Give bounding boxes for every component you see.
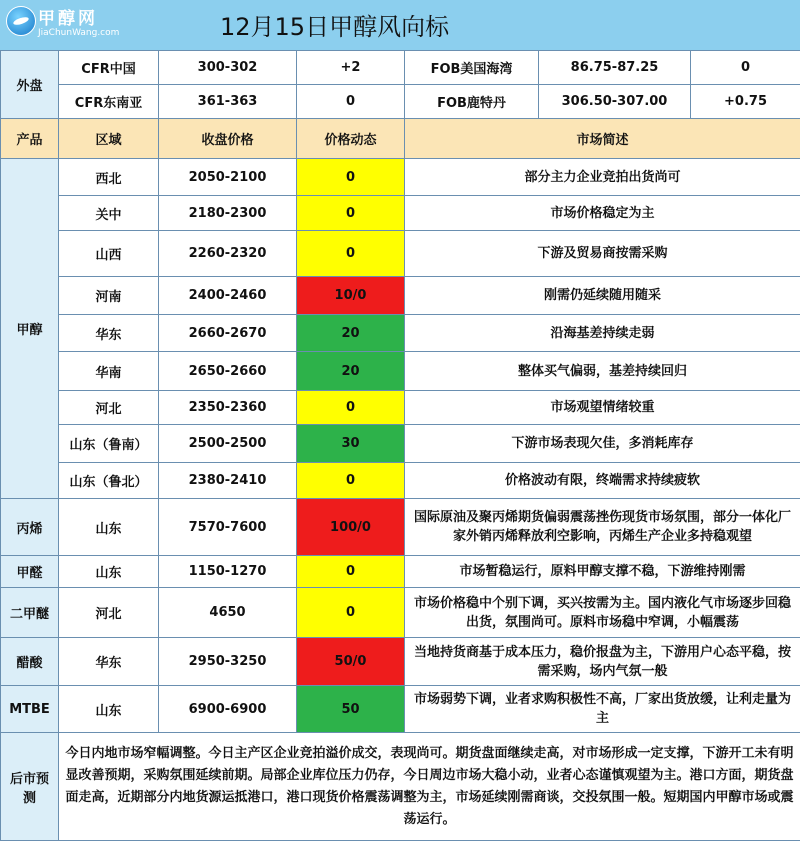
external-range: 361-363 [159, 85, 297, 119]
forecast-row [1, 733, 800, 841]
change-cell: 100/0 [297, 499, 405, 556]
summary-cell [405, 499, 800, 556]
external-range: 86.75-87.25 [539, 51, 691, 85]
region-cell: 河北 [59, 588, 159, 638]
summary-text: 国际原油及聚丙烯期货偏弱震荡挫伤现货市场氛围，部分一体化厂家外销丙烯释放利空影响，丙烯生产企业多持稳观望 [413, 510, 791, 544]
external-label: 外盘 [1, 51, 59, 119]
product-label: MTBE [1, 686, 59, 733]
external-name: FOB鹿特丹 [405, 85, 539, 119]
methanol-row [1, 463, 800, 499]
region-cell: 华东 [59, 315, 159, 352]
product-row [1, 499, 800, 556]
summary-cell: 整体买气偏弱，基差持续回归 [405, 352, 800, 391]
product-row [1, 686, 800, 733]
price-cell: 2180-2300 [159, 196, 297, 231]
forecast-text: 今日内地市场窄幅调整。今日主产区企业竞拍溢价成交，表现尚可。期货盘面继续走高，对市场形成一定支撑，下游开工未有明显改善预期，采购氛围延续前期。局部企业库位压力仍存，今日周边市场大稳小动，业者心态谨慎观望为主。港口方面，期货盘面走高，近期部分内地货源运抵港口，港口现货价格震荡调整为主，市场延续刚需商谈，交投氛围一般。短期国内甲醇市场或震荡运行。 [59, 733, 800, 841]
price-cell: 7570-7600 [159, 499, 297, 556]
summary-cell: 价格波动有限，终端需求持续疲软 [405, 463, 800, 499]
column-header-row [1, 119, 800, 159]
external-name: CFR中国 [59, 51, 159, 85]
price-cell: 2660-2670 [159, 315, 297, 352]
summary-cell: 下游市场表现欠佳，多消耗库存 [405, 425, 800, 463]
header-dynamic: 价格动态 [297, 119, 405, 159]
methanol-row [1, 159, 800, 196]
change-cell: 10/0 [297, 277, 405, 315]
site-logo[interactable] [6, 4, 126, 46]
methanol-row [1, 315, 800, 352]
logo-name: 甲醇网 [38, 9, 98, 29]
summary-text: 市场暂稳运行，原料甲醇支撑不稳，下游维持刚需 [459, 564, 746, 579]
summary-cell [405, 638, 800, 686]
external-row [1, 85, 800, 119]
region-cell: 山东 [59, 499, 159, 556]
price-cell: 2380-2410 [159, 463, 297, 499]
product-row [1, 638, 800, 686]
summary-cell: 部分主力企业竞拍出货尚可 [405, 159, 800, 196]
product-label: 二甲醚 [1, 588, 59, 638]
methanol-row [1, 391, 800, 425]
external-range: 306.50-307.00 [539, 85, 691, 119]
price-cell: 6900-6900 [159, 686, 297, 733]
price-cell: 2050-2100 [159, 159, 297, 196]
product-label: 甲醇 [1, 159, 59, 499]
summary-cell: 刚需仍延续随用随采 [405, 277, 800, 315]
summary-text: 市场弱势下调，业者求购积极性不高，厂家出货放缓，让利走量为主 [413, 692, 791, 726]
change-cell: 0 [297, 159, 405, 196]
region-cell: 华东 [59, 638, 159, 686]
methanol-row [1, 352, 800, 391]
logo-domain: JiaChunWang.com [38, 28, 120, 38]
price-cell: 2260-2320 [159, 231, 297, 277]
price-cell: 4650 [159, 588, 297, 638]
region-cell: 山西 [59, 231, 159, 277]
external-name: CFR东南亚 [59, 85, 159, 119]
product-row [1, 556, 800, 588]
external-name: FOB美国海湾 [405, 51, 539, 85]
change-cell: 0 [297, 556, 405, 588]
region-cell: 河南 [59, 277, 159, 315]
external-change: +2 [297, 51, 405, 85]
price-cell: 2400-2460 [159, 277, 297, 315]
external-change: +0.75 [691, 85, 800, 119]
summary-text: 市场价格稳中个别下调，买兴按需为主。国内液化气市场逐步回稳出货，氛围尚可。原料市场稳中窄调，小幅震荡 [413, 595, 791, 630]
region-cell: 山东（鲁南） [59, 425, 159, 463]
summary-cell [405, 588, 800, 638]
change-cell: 20 [297, 315, 405, 352]
price-table [0, 50, 800, 841]
header-product: 产品 [1, 119, 59, 159]
header-price: 收盘价格 [159, 119, 297, 159]
price-cell: 2950-3250 [159, 638, 297, 686]
summary-cell [405, 556, 800, 588]
price-cell: 2650-2660 [159, 352, 297, 391]
summary-cell: 下游及贸易商按需采购 [405, 231, 800, 277]
price-cell: 2350-2360 [159, 391, 297, 425]
change-cell: 20 [297, 352, 405, 391]
change-cell: 0 [297, 463, 405, 499]
change-cell: 0 [297, 588, 405, 638]
logo-icon [6, 6, 36, 36]
change-cell: 0 [297, 196, 405, 231]
region-cell: 山东 [59, 556, 159, 588]
external-change: 0 [297, 85, 405, 119]
summary-cell [405, 686, 800, 733]
change-cell: 50 [297, 686, 405, 733]
summary-cell: 市场观望情绪较重 [405, 391, 800, 425]
page-title: 12月15日甲醇风向标 [220, 13, 450, 41]
methanol-row [1, 425, 800, 463]
product-label: 醋酸 [1, 638, 59, 686]
change-cell: 50/0 [297, 638, 405, 686]
price-cell: 1150-1270 [159, 556, 297, 588]
header-region: 区域 [59, 119, 159, 159]
product-row [1, 588, 800, 638]
change-cell: 0 [297, 391, 405, 425]
methanol-row [1, 231, 800, 277]
forecast-label: 后市预测 [1, 733, 59, 841]
product-label: 甲醛 [1, 556, 59, 588]
region-cell: 河北 [59, 391, 159, 425]
region-cell: 山东 [59, 686, 159, 733]
region-cell: 山东（鲁北） [59, 463, 159, 499]
region-cell: 西北 [59, 159, 159, 196]
external-row [1, 51, 800, 85]
summary-cell: 市场价格稳定为主 [405, 196, 800, 231]
region-cell: 华南 [59, 352, 159, 391]
methanol-row [1, 277, 800, 315]
methanol-row [1, 196, 800, 231]
header-bar [0, 0, 800, 51]
summary-text: 当地持货商基于成本压力，稳价报盘为主，下游用户心态平稳，按需采购，场内气氛一般 [413, 644, 791, 679]
header-summary: 市场简述 [405, 119, 800, 159]
product-label: 丙烯 [1, 499, 59, 556]
external-range: 300-302 [159, 51, 297, 85]
change-cell: 30 [297, 425, 405, 463]
price-cell: 2500-2500 [159, 425, 297, 463]
summary-cell: 沿海基差持续走弱 [405, 315, 800, 352]
region-cell: 关中 [59, 196, 159, 231]
change-cell: 0 [297, 231, 405, 277]
external-change: 0 [691, 51, 800, 85]
